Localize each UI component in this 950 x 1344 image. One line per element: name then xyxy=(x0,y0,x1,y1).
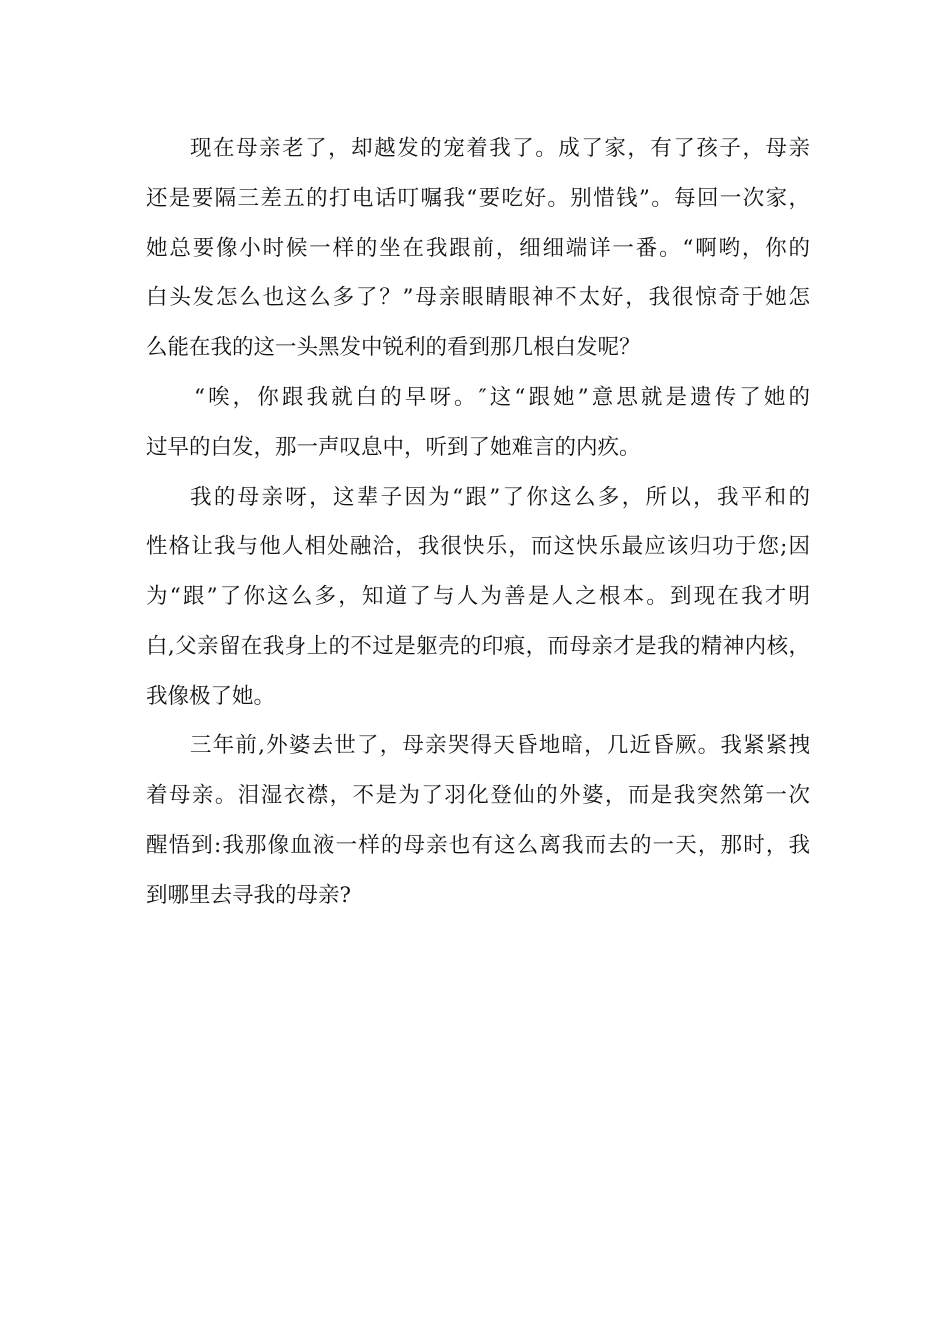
paragraph-2-line-2: 过早的白发，那一声叹息中，听到了她难言的内疚。 xyxy=(146,435,641,460)
paragraph-3-line-1: 我的母亲呀，这辈子因为“跟”了你这么多，所以，我平和的 xyxy=(190,485,810,510)
paragraph-1-line-3: 她总要像小时候一样的坐在我跟前，细细端详一番。“啊哟，你的 xyxy=(146,236,810,261)
paragraph-4-line-4: 到哪里去寻我的母亲? xyxy=(146,883,352,908)
paragraph-1-line-2: 还是要隔三差五的打电话叮嘱我“要吃好。别惜钱”。每回一次家， xyxy=(146,186,810,211)
paragraph-3-line-2: 性格让我与他人相处融洽，我很快乐，而这快乐最应该归功于您;因 xyxy=(146,534,810,559)
paragraph-4-line-1: 三年前,外婆去世了，母亲哭得天昏地暗，几近昏厥。我紧紧拽 xyxy=(190,733,810,758)
paragraph-1-line-4: 白头发怎么也这么多了？”母亲眼睛眼神不太好，我很惊奇于她怎 xyxy=(146,285,810,310)
paragraph-4-line-2: 着母亲。泪湿衣襟，不是为了羽化登仙的外婆，而是我突然第一次 xyxy=(146,783,810,808)
paragraph-3-line-4: 白,父亲留在我身上的不过是躯壳的印痕，而母亲才是我的精神内核， xyxy=(146,634,810,659)
paragraph-1-line-5: 么能在我的这一头黑发中锐利的看到那几根白发呢？ xyxy=(146,335,641,360)
paragraph-3-line-5: 我像极了她。 xyxy=(146,684,276,709)
paragraph-3-line-3: 为“跟”了你这么多，知道了与人为善是人之根本。到现在我才明 xyxy=(146,584,810,609)
paragraph-2-line-1: “唉，你跟我就白的早呀。″这“跟她”意思就是遗传了她的 xyxy=(194,385,810,410)
paragraph-1-line-1: 现在母亲老了，却越发的宠着我了。成了家，有了孩子，母亲 xyxy=(190,136,810,161)
paragraph-4-line-3: 醒悟到:我那像血液一样的母亲也有这么离我而去的一天，那时，我 xyxy=(146,833,810,858)
